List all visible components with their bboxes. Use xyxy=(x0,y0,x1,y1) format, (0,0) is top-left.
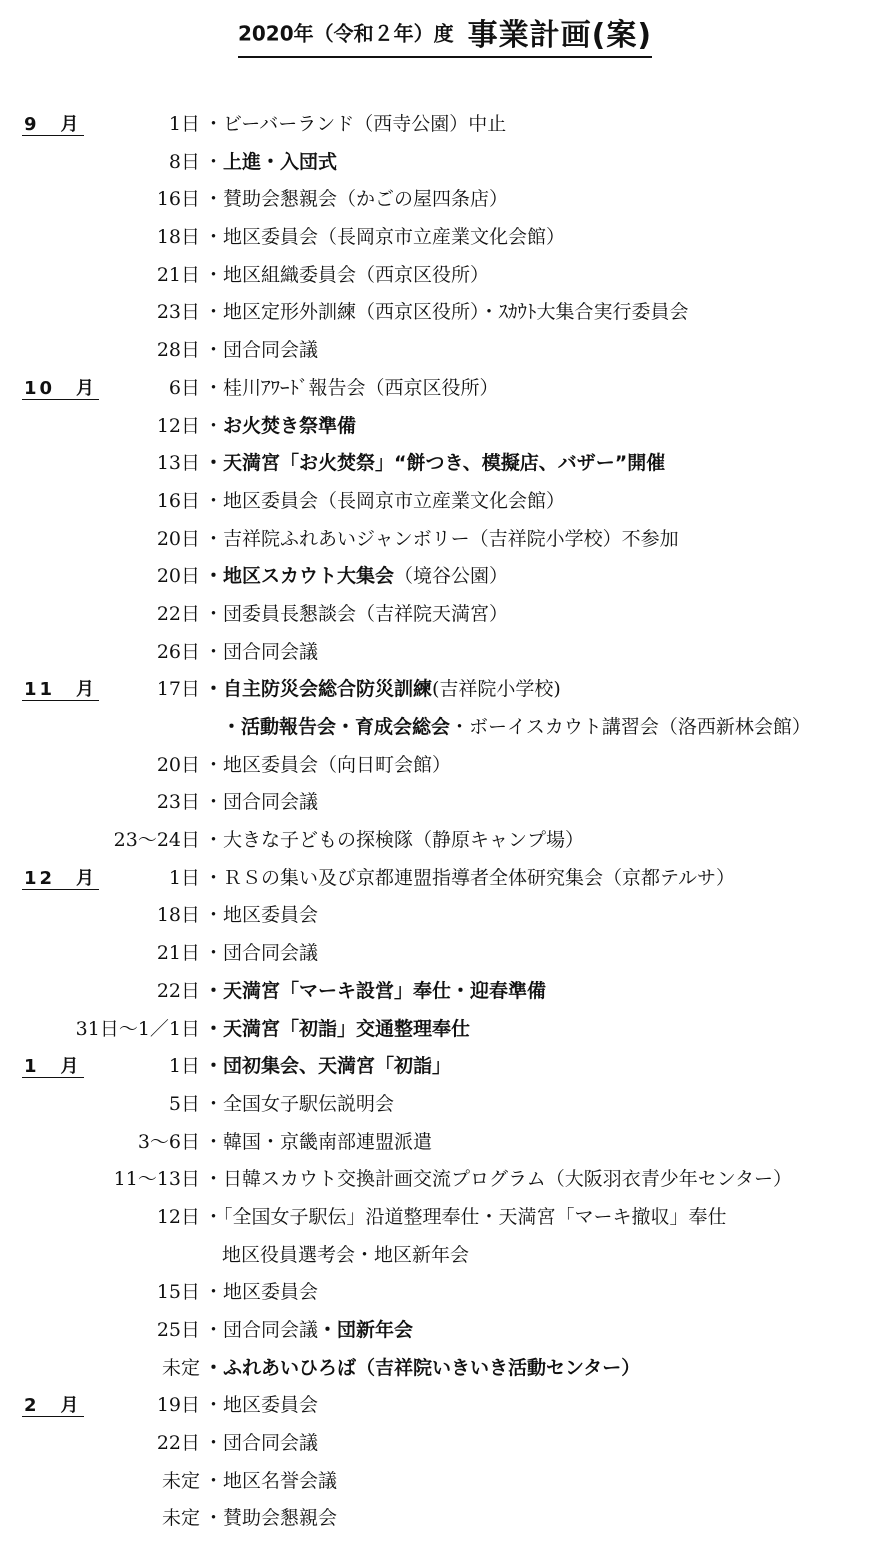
event-text: ・賛助会懇親会 xyxy=(204,1507,338,1530)
event-date: 15日 xyxy=(156,1281,200,1304)
schedule-list xyxy=(0,106,890,1538)
event-text-bold: ・地区スカウト大集会 xyxy=(204,565,395,588)
event-date: 21日 xyxy=(156,263,200,286)
event-date: 23～24日 xyxy=(113,829,200,852)
event-text: ・団合同会議 xyxy=(204,339,319,362)
schedule-row xyxy=(0,408,890,446)
schedule-row xyxy=(0,106,890,144)
event-description xyxy=(204,1350,640,1388)
event-text: ・賛助会懇親会（かごの屋四条店） xyxy=(204,188,509,211)
event-text: ・地区委員会 xyxy=(204,1394,319,1417)
schedule-row xyxy=(0,935,890,973)
month-text: 12 月 xyxy=(24,867,98,889)
event-text-bold: ・活動報告会・育成会総会 xyxy=(222,716,451,738)
event-date: 16日 xyxy=(156,489,200,512)
event-text-bold: お火焚き祭準備 xyxy=(223,414,357,437)
schedule-row xyxy=(0,1086,890,1124)
event-text: ・韓国・京畿南部連盟派遣 xyxy=(204,1130,433,1153)
event-text: ・日韓スカウト交換計画交流プログラム（大阪羽衣青少年センター） xyxy=(204,1168,793,1191)
event-description xyxy=(204,1500,337,1538)
event-description xyxy=(204,973,546,1011)
schedule-row xyxy=(0,445,890,483)
event-description xyxy=(204,257,489,295)
schedule-row xyxy=(0,483,890,521)
event-description xyxy=(204,1199,727,1237)
event-description xyxy=(204,1463,337,1501)
event-description xyxy=(204,1312,413,1350)
schedule-row xyxy=(0,521,890,559)
event-text: ・ xyxy=(204,414,224,437)
schedule-row xyxy=(0,1312,890,1350)
schedule-row xyxy=(0,1011,890,1049)
event-description xyxy=(204,897,318,935)
schedule-row xyxy=(0,860,890,898)
schedule-row xyxy=(0,370,890,408)
event-text-bold: ・ふれあいひろば（吉祥院いきいき活動センター） xyxy=(204,1356,641,1379)
event-date: 13日 xyxy=(156,452,200,475)
schedule-row xyxy=(0,1500,890,1538)
event-text: ・吉祥院ふれあいジャンボリー（吉祥院小学校）不参加 xyxy=(204,527,679,550)
month-text: 10 月 xyxy=(24,377,98,399)
event-text: （境谷公園） xyxy=(394,565,509,588)
event-date: 12日 xyxy=(156,414,200,437)
event-description xyxy=(204,596,508,634)
event-description xyxy=(204,860,735,898)
schedule-row xyxy=(0,1463,890,1501)
schedule-row xyxy=(0,181,890,219)
event-date: 17日 xyxy=(156,678,200,701)
event-text-bold: ・天満宮「初詣」交通整理奉仕 xyxy=(204,1017,471,1040)
event-description xyxy=(204,671,561,709)
event-date: 25日 xyxy=(156,1319,200,1341)
event-description xyxy=(222,709,811,747)
month-text: 9 月 xyxy=(24,114,82,135)
schedule-row xyxy=(0,294,890,332)
event-description xyxy=(204,1425,318,1463)
event-description xyxy=(204,747,451,785)
schedule-row xyxy=(0,822,890,860)
event-description xyxy=(204,1124,432,1162)
event-text: ・地区委員会 xyxy=(204,1281,319,1304)
event-description xyxy=(204,1011,470,1049)
event-description xyxy=(204,521,679,559)
document-title xyxy=(0,10,890,58)
event-description xyxy=(204,181,508,219)
event-date: 1日 xyxy=(168,866,200,889)
schedule-row xyxy=(0,709,890,747)
event-date: 22日 xyxy=(156,602,200,625)
schedule-row xyxy=(0,1350,890,1388)
event-date: 未定 xyxy=(161,1469,200,1492)
event-description xyxy=(222,1237,469,1275)
title-underline xyxy=(238,10,652,58)
event-description xyxy=(204,483,565,521)
event-text: ・地区名誉会議 xyxy=(204,1469,338,1492)
schedule-row xyxy=(0,1048,890,1086)
event-date: 12日 xyxy=(156,1205,200,1228)
event-text-bold: ・団新年会 xyxy=(318,1319,414,1341)
event-text: ・全国女子駅伝説明会 xyxy=(204,1092,395,1115)
event-date: 20日 xyxy=(156,753,200,776)
event-text: ・地区委員会 xyxy=(204,904,319,927)
event-date: 22日 xyxy=(156,979,200,1002)
schedule-row xyxy=(0,1274,890,1312)
event-description xyxy=(204,106,506,144)
event-text-bold: ・自主防災会総合防災訓練 xyxy=(204,678,433,701)
month-text: 2 月 xyxy=(24,1395,82,1417)
event-text: ・地区委員会（長岡京市立産業文化会館） xyxy=(204,226,566,249)
schedule-row xyxy=(0,1425,890,1463)
event-text-bold: ・天満宮「お火焚祭」“餅つき、模擬店、バザー”開催 xyxy=(204,452,666,475)
event-date: 20日 xyxy=(156,565,200,588)
schedule-row xyxy=(0,332,890,370)
schedule-row xyxy=(0,1199,890,1237)
title-year: 2020年（令和２年）度 xyxy=(237,21,454,46)
event-date: 20日 xyxy=(156,527,200,550)
event-date: 23日 xyxy=(156,301,200,324)
event-text-bold: ・天満宮「マーキ設営」奉仕・迎春準備 xyxy=(204,979,547,1002)
event-description xyxy=(204,445,665,483)
title-main: 事業計画(案) xyxy=(467,18,653,53)
event-text: ・団合同会議 xyxy=(204,1432,319,1455)
event-text: ・団合同会議 xyxy=(204,791,319,814)
event-description xyxy=(204,332,318,370)
event-date: 8日 xyxy=(168,150,200,173)
event-text: ・団合同会議 xyxy=(204,1319,319,1341)
event-text-bold: ・団初集会、天満宮「初詣」 xyxy=(204,1055,452,1078)
event-date: 19日 xyxy=(156,1394,200,1417)
schedule-row xyxy=(0,897,890,935)
schedule-row xyxy=(0,257,890,295)
schedule-row xyxy=(0,596,890,634)
event-text: ・大きな子どもの探検隊（静原キャンプ場） xyxy=(204,829,585,852)
event-description xyxy=(204,370,499,408)
schedule-row xyxy=(0,784,890,822)
event-date: 16日 xyxy=(156,188,200,211)
event-description xyxy=(204,1387,318,1425)
month-label xyxy=(22,370,98,408)
event-text: ・「全国女子駅伝」沿道整理奉仕・天満宮「マーキ撤収」奉仕 xyxy=(204,1205,727,1228)
event-text: ・地区組織委員会（西京区役所） xyxy=(204,263,490,286)
event-description xyxy=(204,558,508,596)
event-text: 地区役員選考会・地区新年会 xyxy=(222,1243,470,1266)
event-text: ・ xyxy=(204,150,224,173)
month-label xyxy=(22,860,98,898)
event-text: ・桂川ｱﾜｰﾄﾞ報告会（西京区役所） xyxy=(204,376,499,399)
schedule-row xyxy=(0,219,890,257)
event-text: ・団合同会議 xyxy=(204,942,319,965)
schedule-row xyxy=(0,1387,890,1425)
event-date: 未定 xyxy=(161,1356,200,1379)
event-date: 3～6日 xyxy=(137,1130,200,1153)
event-description xyxy=(204,144,337,182)
event-date: 18日 xyxy=(156,226,200,249)
month-text: 1 月 xyxy=(24,1056,82,1078)
month-text: 11 月 xyxy=(24,679,98,701)
month-label xyxy=(22,1387,98,1425)
schedule-row xyxy=(0,1237,890,1275)
event-date: 23日 xyxy=(156,791,200,814)
month-label xyxy=(22,1048,98,1086)
event-description xyxy=(204,1161,792,1199)
event-description xyxy=(204,294,689,332)
event-text: ・地区委員会（長岡京市立産業文化会館） xyxy=(204,489,566,512)
event-date: 31日～1／1日 xyxy=(75,1017,200,1040)
event-text: ・団合同会議 xyxy=(204,640,319,663)
event-date: 21日 xyxy=(156,942,200,965)
event-text: ・ビーバーランド（西寺公園）中止 xyxy=(204,113,507,135)
event-text: ・地区定形外訓練（西京区役所）・ｽｶｳﾄ大集合実行委員会 xyxy=(204,301,689,324)
month-label xyxy=(22,671,98,709)
event-date: 22日 xyxy=(156,1432,200,1455)
event-description xyxy=(204,935,318,973)
event-text-bold: 上進・入団式 xyxy=(223,150,338,173)
event-text: ・ＲＳの集い及び京都連盟指導者全体研究集会（京都テルサ） xyxy=(204,866,736,889)
event-description xyxy=(204,1086,394,1124)
schedule-row xyxy=(0,1161,890,1199)
event-text: ・団委員長懇談会（吉祥院天満宮） xyxy=(204,602,509,625)
schedule-row xyxy=(0,144,890,182)
event-description xyxy=(204,408,356,446)
event-date: 1日 xyxy=(168,113,200,135)
event-date: 26日 xyxy=(156,640,200,663)
event-date: 5日 xyxy=(168,1092,200,1115)
event-date: 28日 xyxy=(156,339,200,362)
event-text: (吉祥院小学校) xyxy=(432,678,561,701)
event-description xyxy=(204,634,318,672)
event-date: 6日 xyxy=(168,376,200,399)
month-label xyxy=(22,106,98,144)
schedule-row xyxy=(0,558,890,596)
schedule-row xyxy=(0,671,890,709)
schedule-row xyxy=(0,747,890,785)
event-text: ・地区委員会（向日町会館） xyxy=(204,753,452,776)
event-date: 18日 xyxy=(156,904,200,927)
schedule-row xyxy=(0,634,890,672)
event-description xyxy=(204,784,318,822)
event-date: 未定 xyxy=(161,1507,200,1530)
event-description xyxy=(204,219,565,257)
event-description xyxy=(204,1274,318,1312)
event-description xyxy=(204,1048,451,1086)
schedule-row xyxy=(0,1124,890,1162)
schedule-row xyxy=(0,973,890,1011)
event-date: 1日 xyxy=(168,1055,200,1078)
event-date: 11～13日 xyxy=(113,1168,200,1191)
event-text: ・ボーイスカウト講習会（洛西新林会館） xyxy=(450,716,811,738)
event-description xyxy=(204,822,584,860)
